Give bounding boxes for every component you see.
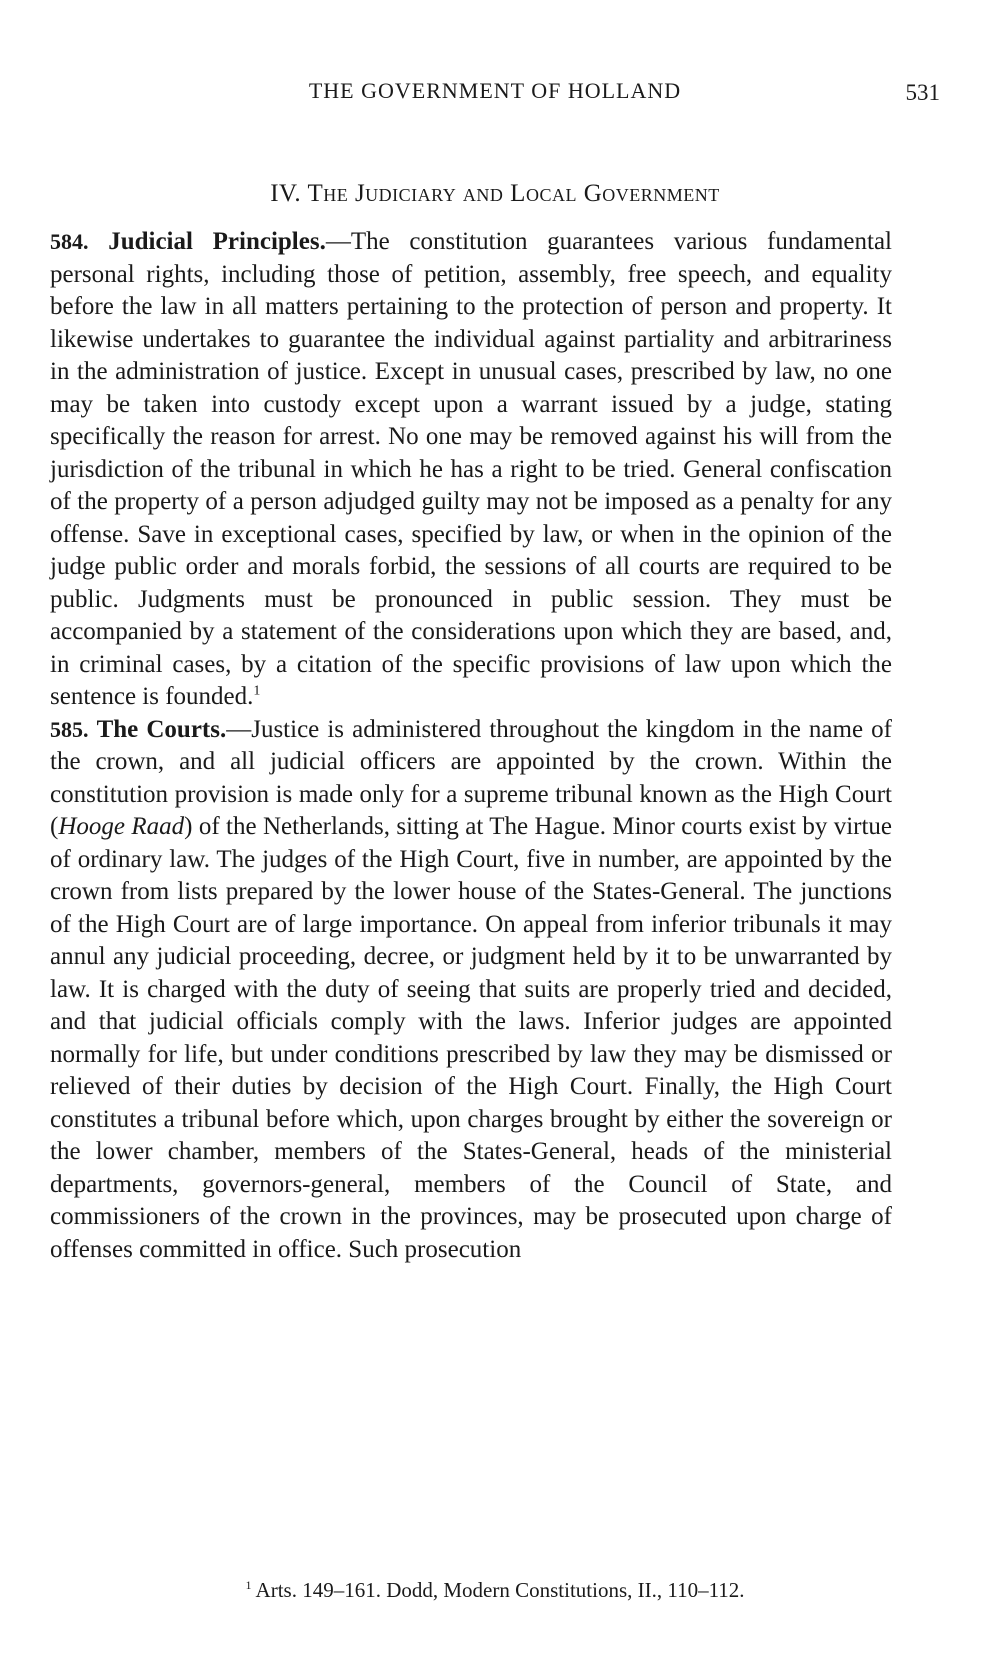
paragraph-text-continued: ) of the Netherlands, sitting at The Hague. Minor courts exist by virtue of ordinary law. The judges of the High Court, five in number, are appointed by the crown from lists prepared by the lower house of the States-General. The junctions of the High Court are of large importance. On appeal from inferior tribunals it may annul any judicial proceeding, decree, or judgment held by it to be unwarranted by law. It is charged with the duty of seeing that suits are properly tried and decided, and that judicial officials comply with the laws. Inferior judges are appointed normally for life, but under conditions prescribed by law they may be dismissed or relieved of their duties by decision of the High Court. Finally, the High Court constitutes a tribunal before which, upon charges brought by either the sovereign or the lower chamber, members of the States-General, heads of the ministerial departments, governors-general, members of the Council of State, and commissioners of the crown in the provinces, may be prosecuted upon charge of offenses committed in office. Such prosecution <box>50 813 893 1263</box>
running-title: THE GOVERNMENT OF HOLLAND <box>308 78 682 103</box>
paragraph-text: —Justice is administered throughout the kingdom in the name of the crown, and all judicial officers are appointed by the crown. Within the constitution provision is made only for a supreme tribunal known as the High Court ( <box>50 715 892 840</box>
paragraph-585 <box>50 714 892 1267</box>
paragraph-text: —The constitution guarantees various fundamental personal rights, including those of petition, assembly, free speech, and equality before the law in all matters pertaining to the protection of person and property. It likewise undertakes to guarantee the individual against partiality and arbitrariness in the administration of justice. Except in unusual cases, prescribed by law, no one may be taken into custody except upon a warrant issued by a judge, stating specifically the reason for arrest. No one may be removed against his will from the jurisdiction of the tribunal in which he has a right to be tried. General confiscation of the property of a person adjudged guilty may not be imposed as a penalty for any offense. Save in exceptional cases, specified by law, or when in the opinion of the judge public order and morals forbid, the sessions of all courts are required to be public. Judgments must be pronounced in public session. They must be accompanied by a statement of the considerations upon which they are based, and, in criminal cases, by a citation of the specific provisions of law upon which the sentence is founded. <box>50 228 892 710</box>
page-number: 531 <box>905 80 940 105</box>
body-text <box>50 226 892 1266</box>
italic-term: Hooge Raad <box>58 813 185 840</box>
paragraph-584 <box>50 226 892 714</box>
footnote-text: Arts. 149–161. Dodd, Modern Constitutions, II., 110–112. <box>255 1578 745 1602</box>
footnote-reference: 1 <box>253 683 261 699</box>
paragraph-title: The Courts. <box>96 715 227 743</box>
paragraph-title: Judicial Principles. <box>108 228 326 255</box>
section-heading: IV. The Judiciary and Local Government <box>270 180 720 207</box>
footnote-marker: 1 <box>245 1578 252 1592</box>
running-head <box>50 74 940 114</box>
footnote <box>50 1578 940 1603</box>
paragraph-number: 585. <box>50 716 89 742</box>
paragraph-number: 584. <box>50 229 89 254</box>
